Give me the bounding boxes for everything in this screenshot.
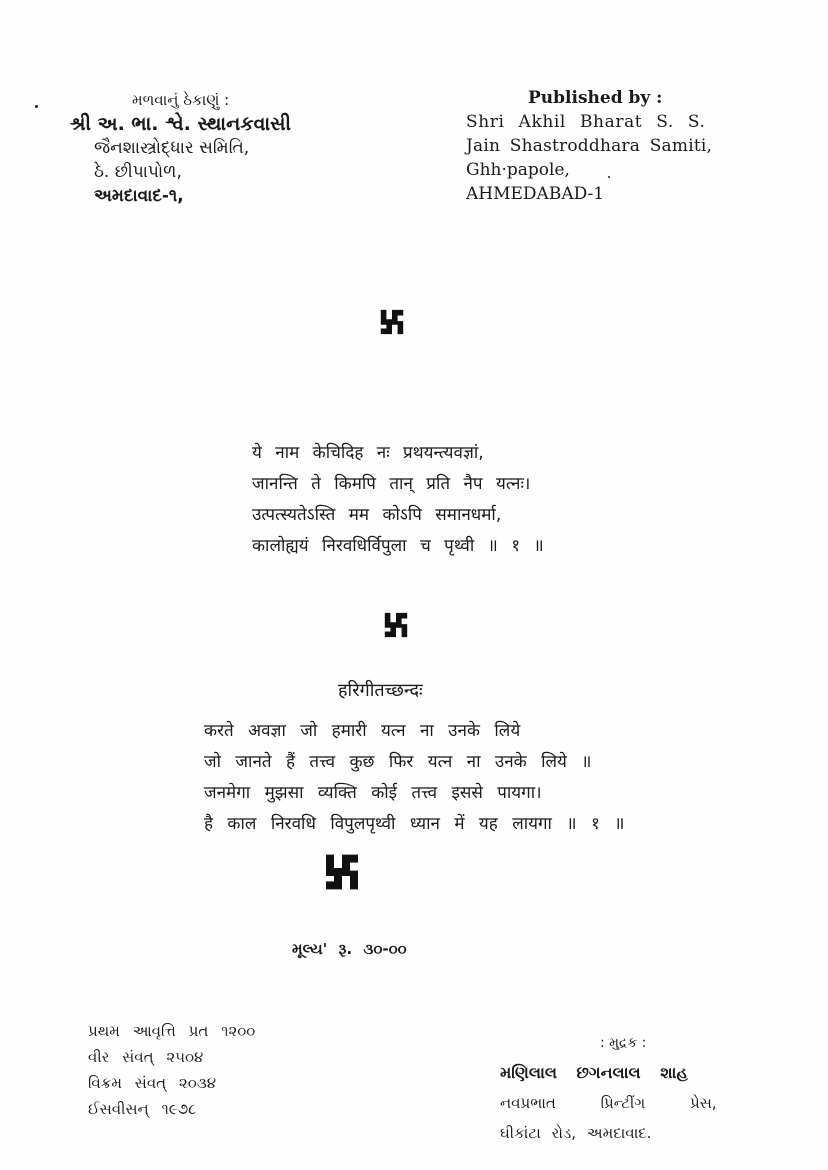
- publisher-name-line-2: Jain Shastroddhara Samiti,: [466, 136, 713, 156]
- printer-address: ઘીકાંટા રોડ, અમદાવાદ.: [500, 1124, 652, 1142]
- locality-gujarati: ઠે. છીપાપોળ,: [94, 162, 182, 182]
- publisher-heading: Published by :: [528, 88, 663, 108]
- sanskrit-verse: [252, 438, 544, 562]
- translation-line: करते अवज्ञा जो हमारी यत्न ना उनके लिये: [204, 721, 521, 741]
- publisher-block: [466, 86, 712, 206]
- publisher-city: AHMEDABAD-1: [466, 184, 605, 204]
- committee-name-gujarati: જૈનશાસ્ત્રોદ્ધાર સમિતિ,: [94, 138, 250, 158]
- publisher-locality: Ghh·papole,: [466, 160, 570, 180]
- verse-line: जानन्ति ते किमपि तान् प्रति नैप यत्नः।: [252, 474, 531, 494]
- translation-line: जो जानते हैं तत्त्व कुछ फिर यत्न ना उनके लिये ॥: [204, 752, 592, 772]
- edition-info-block: [88, 1018, 255, 1122]
- hindi-translation: [204, 716, 624, 840]
- swastika-ornament-icon: [322, 852, 362, 892]
- price-label: મૂલ્ય' રૂ. ૩૦-૦૦: [292, 940, 407, 958]
- publisher-name-line-1: Shri Akhil Bharat S. S.: [466, 112, 706, 132]
- printer-heading: : મુદ્રક :: [600, 1035, 647, 1051]
- printer-block: [500, 1028, 717, 1148]
- edition-first-print: પ્રથમ આવૃત્તિ પ્રત ૧૨૦૦: [88, 1022, 256, 1040]
- edition-christian-year: ઈસવીસન્ ૧૯૭૮: [88, 1100, 197, 1118]
- verse-line: कालोह्ययं निरवधिर्विपुला च पृथ्वी ॥ १ ॥: [252, 536, 544, 556]
- ink-speck: [35, 105, 38, 108]
- swastika-ornament-icon: [382, 610, 410, 640]
- edition-vikram-samvat: વિક્રમ સંવત્ ૨૦૩૪: [88, 1074, 217, 1092]
- edition-vir-samvat: વીર સંવત્ ૨૫૦૪: [88, 1048, 204, 1066]
- translation-line: है काल निरवधि विपुलपृथ्वी ध्यान में यह लायगा ॥ १ ॥: [204, 814, 625, 834]
- printer-name: મણિલાલ છગનલાલ શાહ: [500, 1063, 688, 1082]
- translation-line: जनमेगा मुझसा व्यक्ति कोई तत्त्व इससे पायगा।: [204, 783, 542, 803]
- printing-press-name: નવપ્રભાત પ્રિન્ટીંગ પ્રેસ,: [500, 1094, 717, 1112]
- translation-title: हरिगीतच्छन्दः: [338, 680, 423, 701]
- availability-address-block: [70, 88, 291, 208]
- city-gujarati: અમદાવાદ-૧,: [94, 186, 184, 206]
- swastika-ornament-icon: [378, 307, 406, 337]
- verse-line: ये नाम केचिदिह नः प्रथयन्त्यवज्ञां,: [252, 443, 484, 463]
- availability-heading: મળવાનું ઠેકાણું :: [132, 91, 230, 109]
- organization-name-gujarati: શ્રી અ. ભા. શ્વે. સ્થાનકવાસી: [70, 113, 291, 135]
- verse-line: उत्पत्स्यतेऽस्ति मम कोऽपि समानधर्मा,: [252, 505, 502, 525]
